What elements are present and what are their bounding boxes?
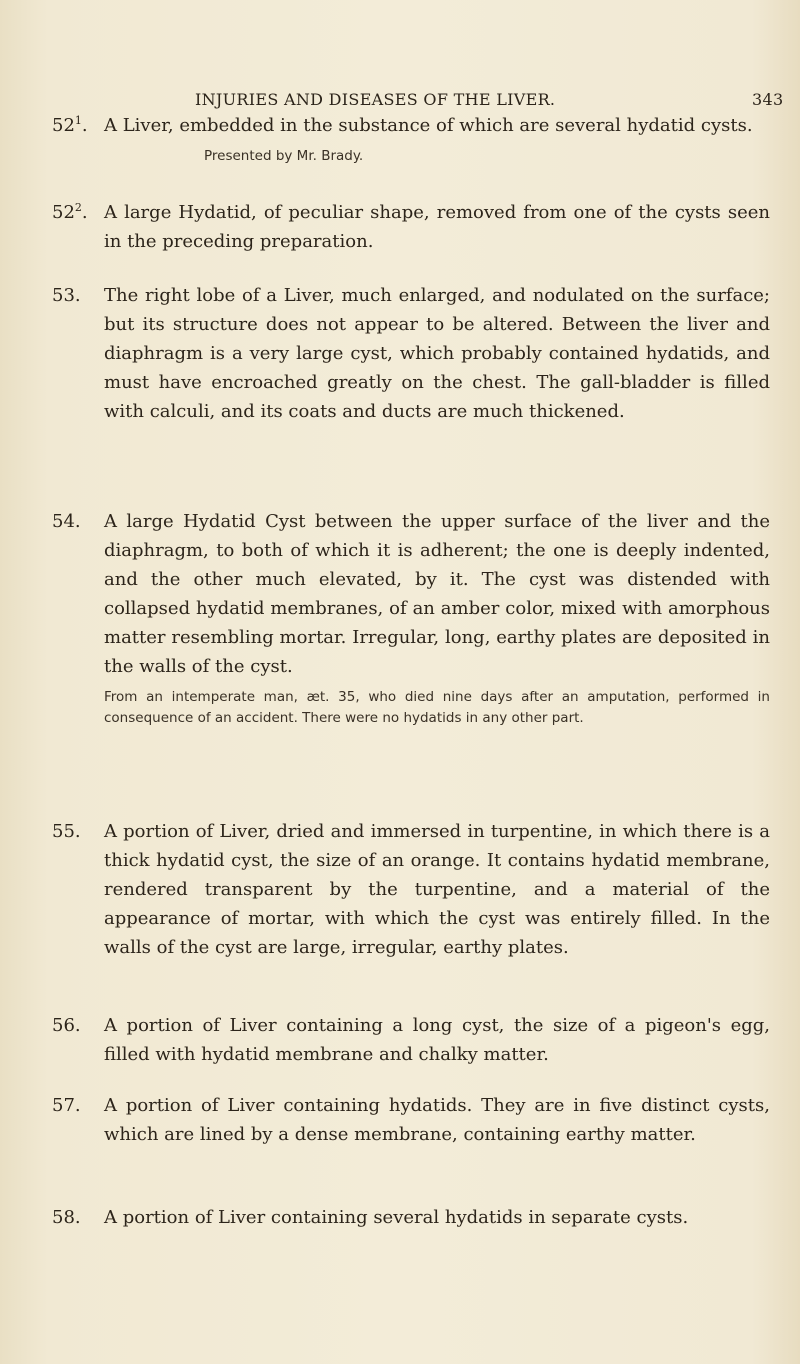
catalogue-entry [52, 507, 770, 729]
header-title: INJURIES AND DISEASES OF THE LIVER. [195, 90, 556, 109]
entry-text: A large Hydatid, of peculiar shape, removed from one of the cysts seen in the preceding preparation. [104, 202, 770, 252]
entry-number: 57. [52, 1095, 81, 1116]
entry-text: A portion of Liver containing a long cyst, the size of a pigeon's egg, filled with hydatid membrane and chalky matter. [104, 1015, 770, 1065]
catalogue-entry [52, 1091, 770, 1149]
entry-number: 53. [52, 285, 81, 306]
entry-text: A portion of Liver containing hydatids. They are in five distinct cysts, which are lined by a dense membrane, containing earthy matter. [104, 1095, 770, 1145]
catalogue-entry [52, 111, 770, 167]
entry-number: $52^2$. [52, 201, 88, 223]
entry-text: The right lobe of a Liver, much enlarged, and nodulated on the surface; but its structure does not appear to be altered. Between the liver and diaphragm is a very large cyst, which probably contained hydatids, and must have encroached greatly on the chest. The gall-bladder is filled with calculi, and its coats and ducts are much thickened. [104, 285, 770, 422]
entry-number: 56. [52, 1015, 81, 1036]
entry-note: Presented by Mr. Brady. [204, 148, 364, 164]
entry-number: 55. [52, 821, 81, 842]
catalogue-entry [52, 198, 770, 256]
entry-number: 54. [52, 511, 81, 532]
catalogue-entry [52, 1203, 770, 1232]
entry-text: A portion of Liver, dried and immersed in turpentine, in which there is a thick hydatid cyst, the size of an orange. It contains hydatid membrane, rendered transparent by the turpentine, and a material of the appearance of mortar, with which the cyst was entirely filled. In the walls of the cyst are large, irregular, earthy plates. [104, 821, 770, 958]
entry-number: 58. [52, 1207, 81, 1228]
entry-text: A portion of Liver containing several hydatids in separate cysts. [104, 1207, 689, 1228]
entry-text: A Liver, embedded in the substance of which are several hydatid cysts. [104, 115, 753, 136]
page-number: 343 [752, 90, 784, 109]
entry-text: A large Hydatid Cyst between the upper surface of the liver and the diaphragm, to both of which it is adherent; the one is deeply indented, and the other much elevated, by it. The cyst was distended with collapsed hydatid membranes, of an amber color, mixed with amorphous matter resembling mortar. Irregular, long, earthy plates are deposited in the walls of the cyst. [104, 511, 770, 677]
catalogue-entry [52, 817, 770, 962]
entry-note: From an intemperate man, æt. 35, who died nine days after an amputation, performed in consequence of an accident. There were no hydatids in any other part. [104, 689, 770, 726]
entry-number: $52^1$. [52, 114, 88, 136]
catalogue-entry [52, 1011, 770, 1069]
catalogue-entry [52, 281, 770, 426]
